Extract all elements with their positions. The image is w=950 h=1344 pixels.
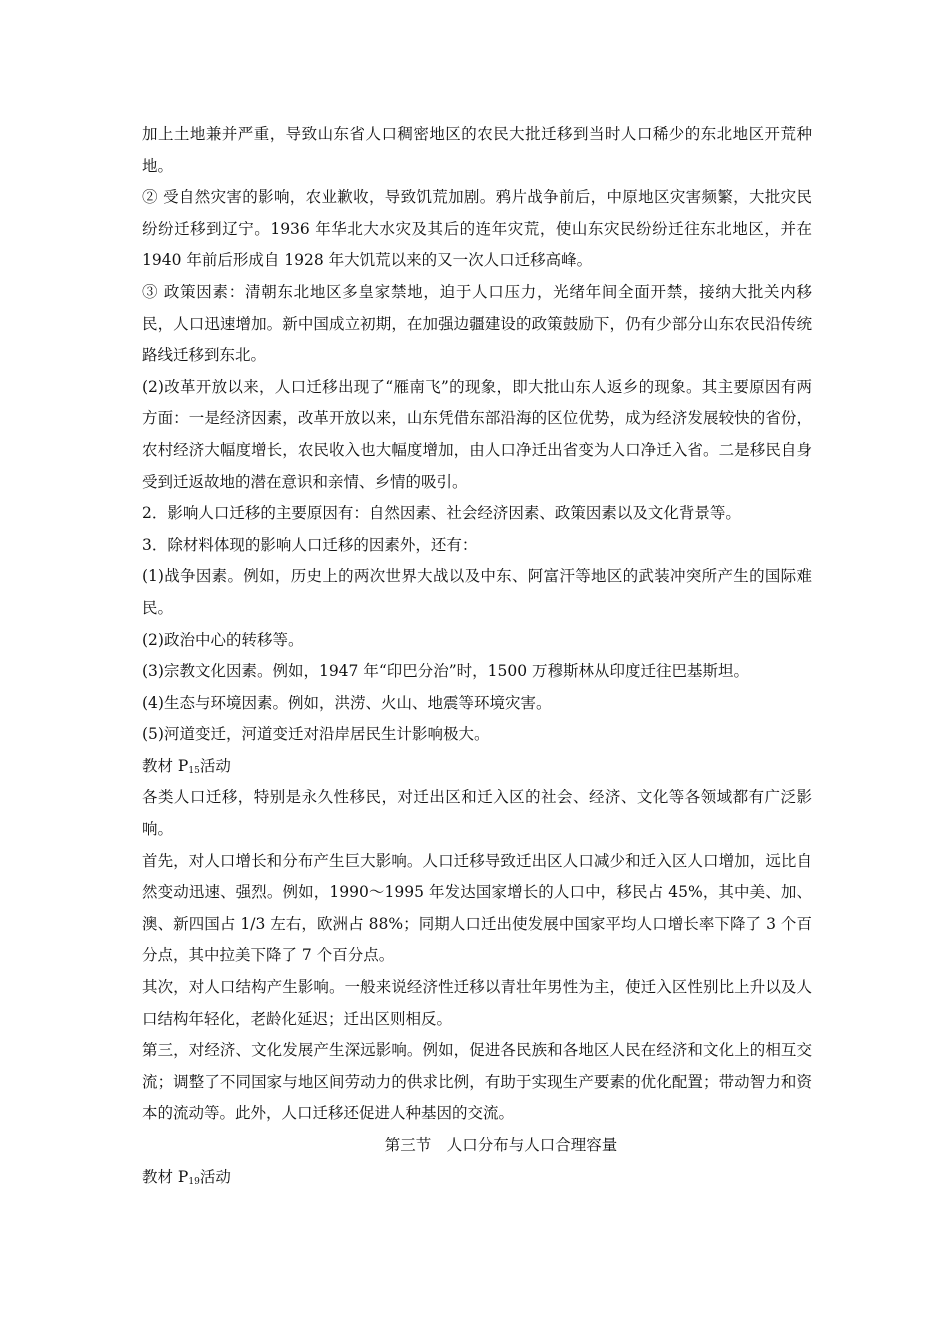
paragraph-reform-return: (2)改革开放以来，人口迁移出现了“雁南飞”的现象，即大批山东人返乡的现象。其主要原因有两方面：一是经济因素，改革开放以来，山东凭借东部沿海的区位优势，成为经济发展较快的省份，农村经济大幅度增长，农民收入也大幅度增加，由人口净迁出省变为人口净迁入省。二是移民自身受到迁返故地的潜在意识和亲情、乡情的吸引。 (142, 377, 812, 491)
paragraph-main-reasons: 2．影响人口迁移的主要原因有：自然因素、社会经济因素、政策因素以及文化背景等。 (142, 504, 741, 523)
list-item-war-factor: (1)战争因素。例如，历史上的两次世界大战以及中东、阿富汗等地区的武装冲突所产生的国际难民。 (142, 567, 812, 617)
paragraph-migration-impact-intro: 各类人口迁移，特别是永久性移民，对迁出区和迁入区的社会、经济、文化等各领域都有广泛影响。 (142, 788, 812, 839)
textbook-ref-suffix: 活动 (199, 1167, 231, 1186)
paragraph-land-annexation: 加上土地兼并严重，导致山东省人口稠密地区的农民大批迁移到当时人口稀少的东北地区开荒种地。 (142, 125, 812, 175)
list-item-religion-culture: (3)宗教文化因素。例如，1947 年“印巴分治”时，1500 万穆斯林从印度迁往巴基斯坦。 (142, 662, 750, 681)
paragraph-policy-factor: ③ 政策因素：清朝东北地区多皇家禁地，迫于人口压力，光绪年间全面开禁，接纳大批关内移民，人口迅速增加。新中国成立初期，在加强边疆建设的政策鼓励下，仍有少部分山东农民沿传统路线迁移到东北。 (142, 282, 812, 365)
paragraph-other-factors-intro: 3．除材料体现的影响人口迁移的因素外，还有： (142, 535, 478, 554)
textbook-reference-p15 (142, 751, 812, 783)
textbook-ref-prefix: 教材 P (142, 756, 189, 775)
textbook-ref-page: 15 (188, 765, 200, 776)
list-item-river-change: (5)河道变迁，河道变迁对沿岸居民生计影响极大。 (142, 725, 490, 744)
paragraph-third-impact: 第三，对经济、文化发展产生深远影响。例如，促进各民族和各地区人民在经济和文化上的相互交流；调整了不同国家与地区间劳动力的供求比例，有助于实现生产要素的优化配置；带动智力和资本的流动等。此外，人口迁移还促进人种基因的交流。 (142, 1041, 812, 1123)
list-item-political-center: (2)政治中心的转移等。 (142, 630, 304, 649)
paragraph-first-impact: 首先，对人口增长和分布产生巨大影响。人口迁移导致迁出区人口减少和迁入区人口增加，远比自然变动迅速、强烈。例如，1990～1995 年发达国家增长的人口中，移民占 45%，其中美、加、澳、新四国占 1/3 左右，欧洲占 88%；同期人口迁出使发展中国家平均人口增长率下降了 3 个百分点，其中拉美下降了 7 个百分点。 (142, 851, 812, 965)
list-item-ecology-environment: (4)生态与环境因素。例如，洪涝、火山、地震等环境灾害。 (142, 693, 552, 712)
textbook-ref-suffix: 活动 (199, 756, 231, 775)
textbook-reference-p19 (142, 1162, 812, 1194)
document-page (142, 119, 812, 1193)
textbook-ref-page: 19 (188, 1176, 200, 1187)
paragraph-natural-disaster: ② 受自然灾害的影响，农业歉收，导致饥荒加剧。鸦片战争前后，中原地区灾害频繁，大批灾民纷纷迁移到辽宁。1936 年华北大水灾及其后的连年灾荒，使山东灾民纷纷迁往东北地区，并在 1940 年前后形成自 1928 年大饥荒以来的又一次人口迁移高峰。 (142, 188, 812, 270)
textbook-ref-prefix: 教材 P (142, 1167, 189, 1186)
section-title: 第三节 人口分布与人口合理容量 (384, 1136, 618, 1154)
paragraph-second-impact: 其次，对人口结构产生影响。一般来说经济性迁移以青壮年男性为主，使迁入区性别比上升以及人口结构年轻化，老龄化延迟；迁出区则相反。 (142, 978, 812, 1028)
